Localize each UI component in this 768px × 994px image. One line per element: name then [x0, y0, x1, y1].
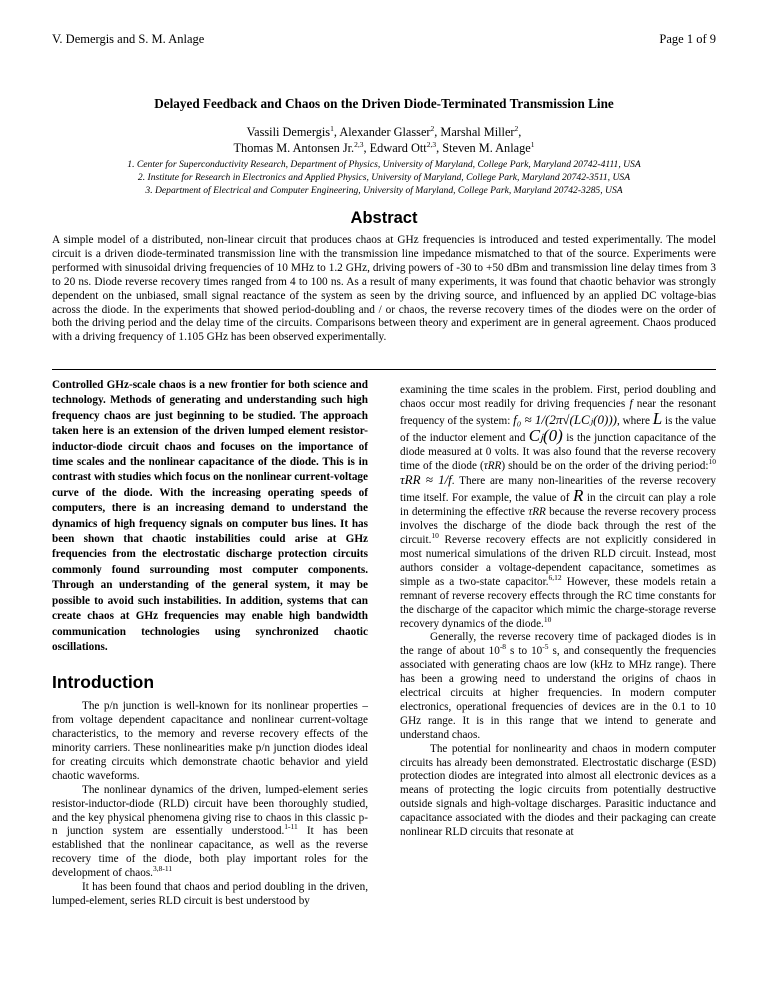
introduction-heading: Introduction — [52, 672, 155, 693]
right-paragraph-3: The potential for nonlinearity and chaos in modern computer circuits has already been demonstrated. Electrostatic discharge (ESD) protection diodes are integrated into almost all electronic devices as a means of protecting the logic circuits from potentially destructive outside signals and high-voltage discharges. Parasitic inductance and capacitance associated with the diodes and their packaging can create nonlinear RLD circuits that resonate at — [400, 742, 716, 839]
resonant-frequency-equation: f₀ ≈ 1/(2π√(LCⱼ(0))) — [513, 411, 617, 427]
right-column — [400, 384, 716, 840]
affiliation-2: 2. Institute for Research in Electronics and Applied Physics, University of Maryland, College Park, Maryland 20742-3511, USA — [137, 171, 631, 183]
running-header-authors: V. Demergis and S. M. Anlage — [52, 32, 205, 46]
abstract-heading: Abstract — [350, 209, 418, 227]
page-number: Page 1 of 9 — [659, 32, 716, 46]
intro-paragraph-3: It has been found that chaos and period doubling in the driven, lumped-element, series RLD circuit is best understood by — [52, 881, 368, 907]
intro-paragraph-1: The p/n junction is well-known for its nonlinear properties – from voltage dependent capacitance and nonlinear current-voltage characteristics, to the memory and reverse recovery effects of the minority carriers. These nonlinearities make p/n junction diodes ideal for creating circuits which demonstrate chaotic behavior and yield chaotic waveforms. — [52, 700, 368, 782]
left-column — [52, 378, 368, 909]
section-divider — [52, 369, 716, 370]
author-line-2: Thomas M. Antonsen Jr.$^{2,3}$, Edward Ott$^{2,3}$, Steven M. Anlage$^1$ — [233, 140, 535, 155]
paper-title: Delayed Feedback and Chaos on the Driven Diode-Terminated Transmission Line — [154, 96, 614, 111]
right-paragraph-1: examining the time scales in the problem. First, period doubling and chaos occur most readily for driving frequencies f near the resonant frequency of the system: f₀ ≈ 1/(2π√(LCⱼ(0))), where L is the value of the inductor element and Cⱼ(0) is the junction capacitance of the diode measured at 0 volts. It was also found that the reverse recovery time of the diode (τRR) should be on the order of the driving period:$^{10}$ τRR ≈ 1/f. There are many non-linearities of the reverse recovery time itself. For example, the value of R in the circuit can play a role in determining the effective τRR because the reverse recovery process involves the discharge of the diode back through the rest of the circuit.$^{10}$ Reverse recovery effects are not explicitly considered in most numerical simulations of the driven RLD circuit. Instead, most authors consider a voltage-dependent capacitance, sometimes as simple as a two-state capacitor.$^{6,12}$ However, these models retain a remnant of reverse recovery effects through the RC time constants for the discharge of the capacitor which mimic the charge-storage reverse recovery dynamics of the diode.$^{10}$ — [400, 384, 717, 630]
affiliations — [40, 159, 728, 197]
author-line-1: Vassili Demergis$^1$, Alexander Glasser$^2$, Marshal Miller$^2$, — [246, 124, 522, 139]
lead-paragraph: Controlled GHz-scale chaos is a new frontier for both science and technology. Methods of generating and understanding such high frequency chaos are just beginning to be studied. The approach taken here is an extension of the driven lumped element resistor-inductor-diode circuit chaos and focuses on the importance of time scales and the nonlinear capacitance of the diode. This is in contrast with studies which focus on the nonlinear current-voltage curve of the diode. With the increasing operating speeds of computers, there is an increasing demand to understand the dynamics of high frequency signals on computer bus lines. It has been shown that chaotic instabilities could arise at GHz frequencies from the electrostatic discharge protection circuits commonly found surrounding most computer components. Through an understanding of the general system, it may be possible to avoid such instabilities. In addition, systems that can create chaos at GHz frequencies may enable high bandwidth communication technologies using synchronized chaotic oscillations. — [52, 379, 368, 653]
intro-paragraph-2: The nonlinear dynamics of the driven, lumped-element series resistor-inductor-diode (RLD) circuit have been thoroughly studied, and the key physical phenomena giving rise to chaos in this classic p-n junction system are essentially understood.$^{1-11}$ It has been established that the nonlinear capacitance, as well as the reverse recovery time of the diode, both play important roles for the development of chaos.$^{3,8-11}$ — [52, 783, 368, 880]
right-paragraph-2: Generally, the reverse recovery time of packaged diodes is in the range of about $10^{-8}$ s to $10^{-5}$ s, and consequently the frequencies associated with generating chaos are low (kHz to MHz range). There has been a growing need to understand the origins of chaos in electrical circuits at higher frequencies. In modern computer electronics, operational frequencies of devices are in the 0.1 to 10 GHz range. It is in this range that we intend to generate and understand chaos. — [400, 631, 716, 741]
abstract-text: A simple model of a distributed, non-linear circuit that produces chaos at GHz frequencies is introduced and tested experimentally. The model circuit is a driven diode-terminated transmission line with the transmission line impedance mismatched to that of the source. Experiments were performed with sinusoidal driving frequencies of 10 MHz to 1.2 GHz, driving powers of -30 to +50 dBm and transmission line delay times from 3 to 20 ns. Diode reverse recovery times ranged from 4 to 100 ns. As a result of many experiments, it was found that chaotic behavior was strongly dependent on the unbiased, small signal reactance of the system as seen by the driving source, and influenced by an applied DC voltage-bias across the diode. In the experiments that showed period-doubling and / or chaos, the reverse recovery times of the diodes were on the order of both the driving period and the delay time of the circuits. Comparisons between theory and experiment are in general agreement. Chaos produced with a driving frequency of 1.105 GHz has been observed experimentally. — [52, 234, 716, 344]
recovery-time-equation: τRR ≈ 1/f — [400, 472, 452, 488]
affiliation-3: 3. Department of Electrical and Computer Engineering, University of Maryland, College Park, Maryland 20742-3285, USA — [145, 184, 623, 196]
affiliation-1: 1. Center for Superconductivity Research, Department of Physics, University of Maryland, College Park, Maryland 20742-4111, USA — [127, 159, 641, 170]
author-list — [40, 124, 728, 156]
